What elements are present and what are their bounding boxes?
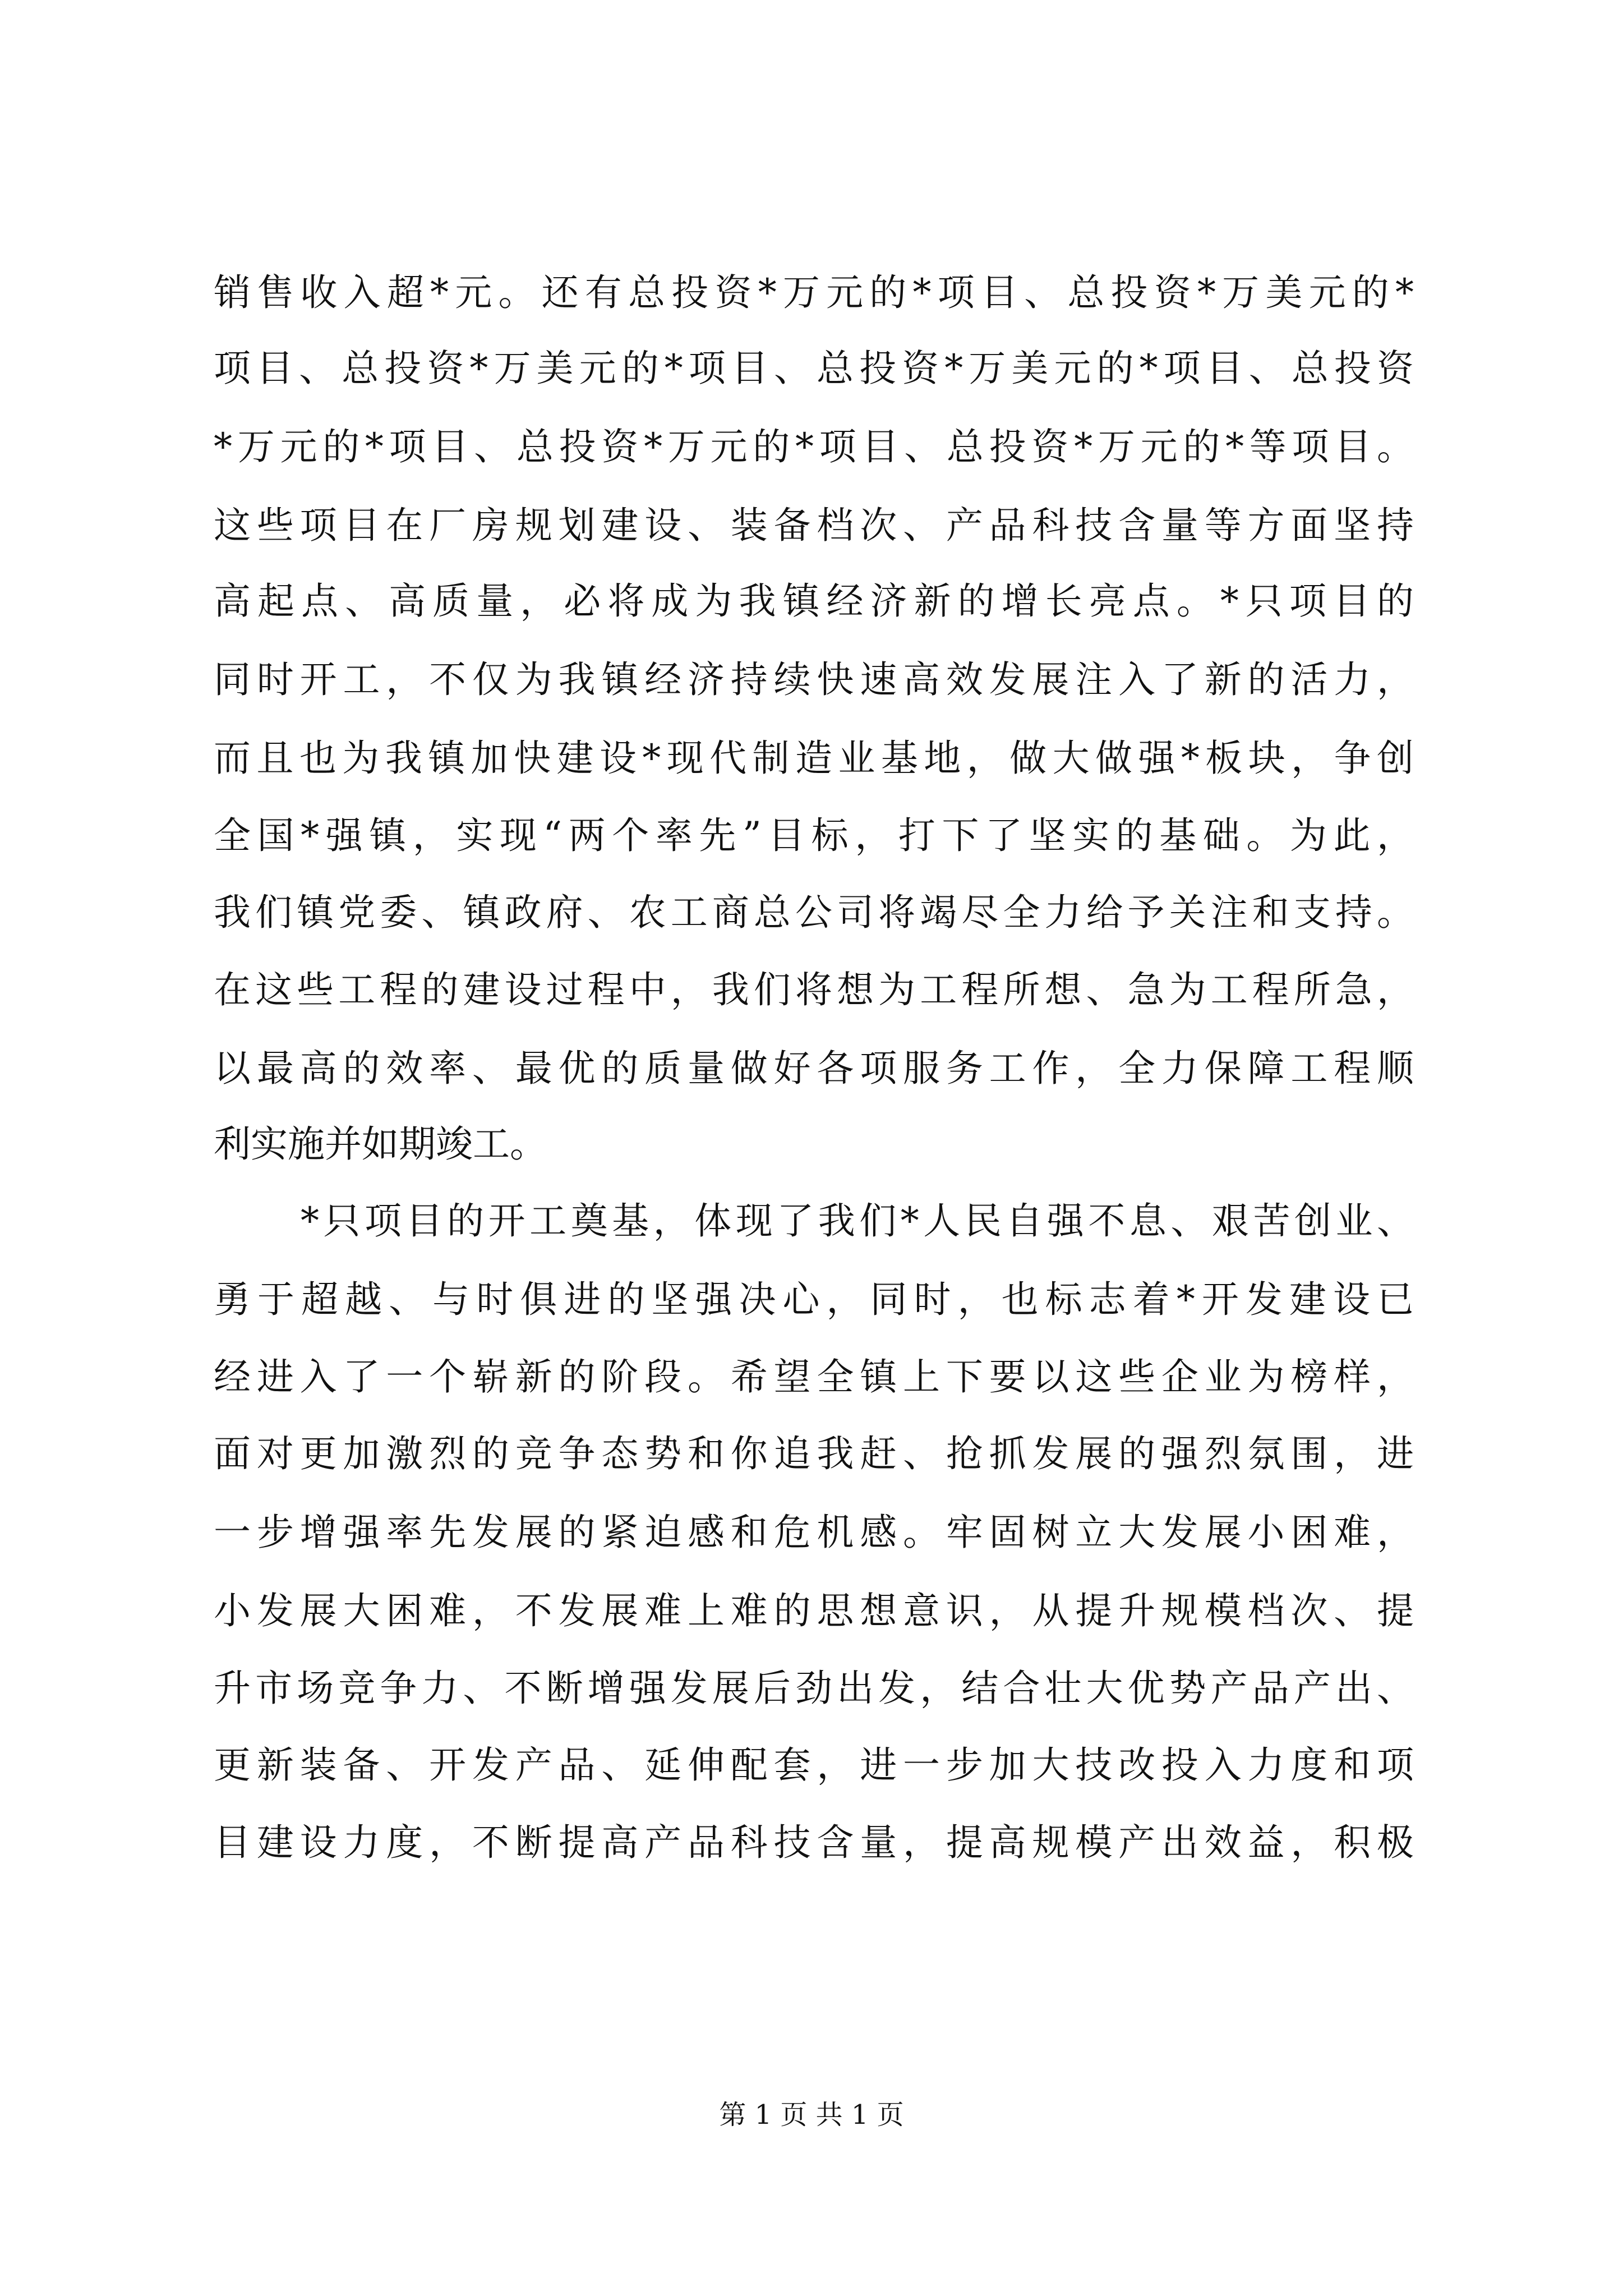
text-line: 而且也为我镇加快建设*现代制造业基地，做大做强*板块，争创 [214, 737, 1414, 780]
text-line: 目建设力度，不断提高产品科技含量，提高规模产出效益，积极 [214, 1821, 1414, 1864]
page-number-footer: 第 1 页 共 1 页 [719, 2099, 904, 2131]
text-line: 利实施并如期竣工。 [214, 1122, 547, 1166]
text-line: *只项目的开工奠基，体现了我们*人民自强不息、艰苦创业、 [301, 1199, 1414, 1243]
text-line: 面对更加激烈的竞争态势和你追我赶、抢抓发展的强烈氛围，进 [214, 1432, 1414, 1475]
text-line: 销售收入超*元。还有总投资*万元的*项目、总投资*万美元的* [214, 271, 1414, 314]
text-line: 小发展大困难，不发展难上难的思想意识，从提升规模档次、提 [214, 1589, 1414, 1632]
text-line: 全国*强镇，实现“两个率先”目标，打下了坚实的基础。为此， [214, 814, 1414, 857]
text-line: 高起点、高质量，必将成为我镇经济新的增长亮点。*只项目的 [214, 579, 1414, 623]
text-line: 勇于超越、与时俱进的坚强决心，同时，也标志着*开发建设已 [214, 1278, 1414, 1321]
text-line: 一步增强率先发展的紧迫感和危机感。牢固树立大发展小困难， [214, 1511, 1414, 1554]
text-line: 以最高的效率、最优的质量做好各项服务工作，全力保障工程顺 [214, 1047, 1414, 1090]
text-line: 在这些工程的建设过程中，我们将想为工程所想、急为工程所急， [214, 968, 1414, 1011]
text-line: 这些项目在厂房规划建设、装备档次、产品科技含量等方面坚持 [214, 504, 1414, 547]
text-line: 同时开工，不仅为我镇经济持续快速高效发展注入了新的活力， [214, 658, 1414, 701]
text-line: 我们镇党委、镇政府、农工商总公司将竭尽全力给予关注和支持。 [214, 891, 1414, 934]
text-line: *万元的*项目、总投资*万元的*项目、总投资*万元的*等项目。 [214, 425, 1414, 468]
text-line: 项目、总投资*万美元的*项目、总投资*万美元的*项目、总投资 [214, 347, 1414, 390]
text-line: 经进入了一个崭新的阶段。希望全镇上下要以这些企业为榜样， [214, 1355, 1414, 1398]
text-line: 升市场竞争力、不断增强发展后劲出发，结合壮大优势产品产出、 [214, 1667, 1414, 1710]
text-line: 更新装备、开发产品、延伸配套，进一步加大技改投入力度和项 [214, 1743, 1414, 1787]
